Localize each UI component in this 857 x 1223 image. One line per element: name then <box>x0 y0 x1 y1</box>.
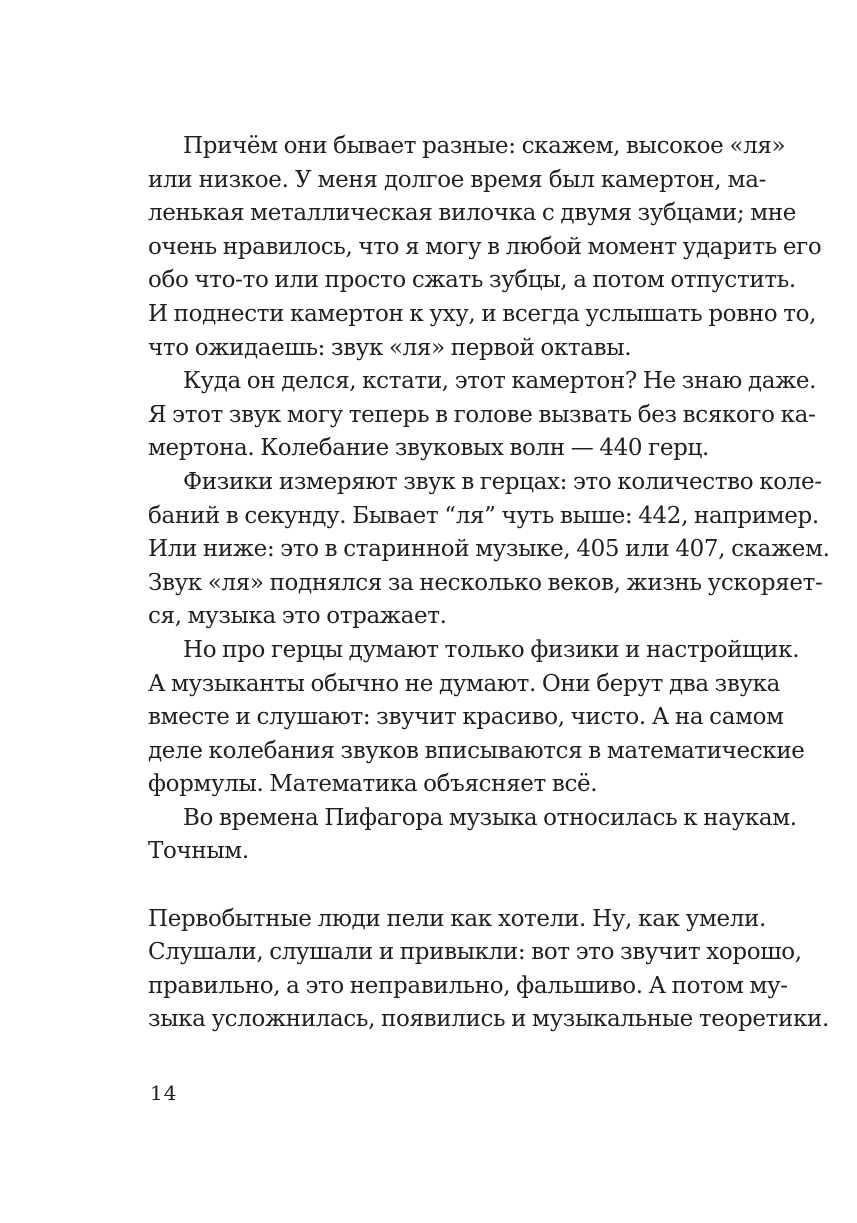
section-break <box>148 869 766 903</box>
text-line: зыка усложнилась, появились и музыкальные теоретики. <box>148 1006 829 1033</box>
text-line: Звук «ля» поднялся за несколько веков, жизнь ускоряет- <box>148 569 823 596</box>
paragraph-where-did-it-go <box>148 365 817 466</box>
text-line: Но про герцы думают только физики и настройщик. <box>183 636 800 663</box>
paragraph-musicians <box>148 634 805 802</box>
text-line: обо что-то или просто сжать зубцы, а потом отпустить. <box>148 267 796 294</box>
text-line: Я этот звук могу теперь в голове вызвать без всякого ка- <box>148 401 816 428</box>
text-line: формулы. Математика объясняет всё. <box>148 771 598 798</box>
text-line: Слушали, слушали и привыкли: вот это звучит хорошо, <box>148 939 802 966</box>
text-line: Или ниже: это в старинной музыке, 405 или 407, скажем. <box>148 536 830 563</box>
text-line: А музыканты обычно не думают. Они берут два звука <box>148 670 781 697</box>
text-line: очень нравилось, что я могу в любой момент ударить его <box>148 233 822 260</box>
text-line: Физики измеряют звук в герцах: это количество коле- <box>183 468 822 495</box>
text-line: баний в секунду. Бывает “ля” чуть выше: 442, например. <box>148 502 819 529</box>
text-line: Во времена Пифагора музыка относилась к наукам. <box>183 804 797 831</box>
text-line: Куда он делся, кстати, этот камертон? Не знаю даже. <box>183 368 817 395</box>
paragraph-tuning-fork <box>148 130 822 365</box>
text-line: правильно, а это неправильно, фальшиво. А потом му- <box>148 972 788 999</box>
page-number: 14 <box>150 1081 178 1105</box>
text-line: ся, музыка это отражает. <box>148 603 447 630</box>
text-line: Первобытные люди пели как хотели. Ну, как умели. <box>148 905 766 932</box>
text-line: мертона. Колебание звуковых волн — 440 герц. <box>148 435 709 462</box>
text-line: вместе и слушают: звучит красиво, чисто. А на самом <box>148 704 784 731</box>
paragraph-pythagoras <box>148 802 797 869</box>
text-line: деле колебания звуков вписываются в математические <box>148 737 805 764</box>
text-line: ленькая металлическая вилочка с двумя зубцами; мне <box>148 200 797 227</box>
paragraph-primitive-people <box>148 903 829 1037</box>
text-line: Точным. <box>148 838 249 865</box>
text-line: что ожидаешь: звук «ля» первой октавы. <box>148 334 632 361</box>
book-page-text <box>148 130 830 1037</box>
paragraph-hertz <box>148 466 830 634</box>
text-line: И поднести камертон к уху, и всегда услышать ровно то, <box>148 300 817 327</box>
text-line: Причём они бывает разные: скажем, высокое «ля» <box>183 133 786 159</box>
text-line: или низкое. У меня долгое время был камертон, ма- <box>148 166 766 193</box>
